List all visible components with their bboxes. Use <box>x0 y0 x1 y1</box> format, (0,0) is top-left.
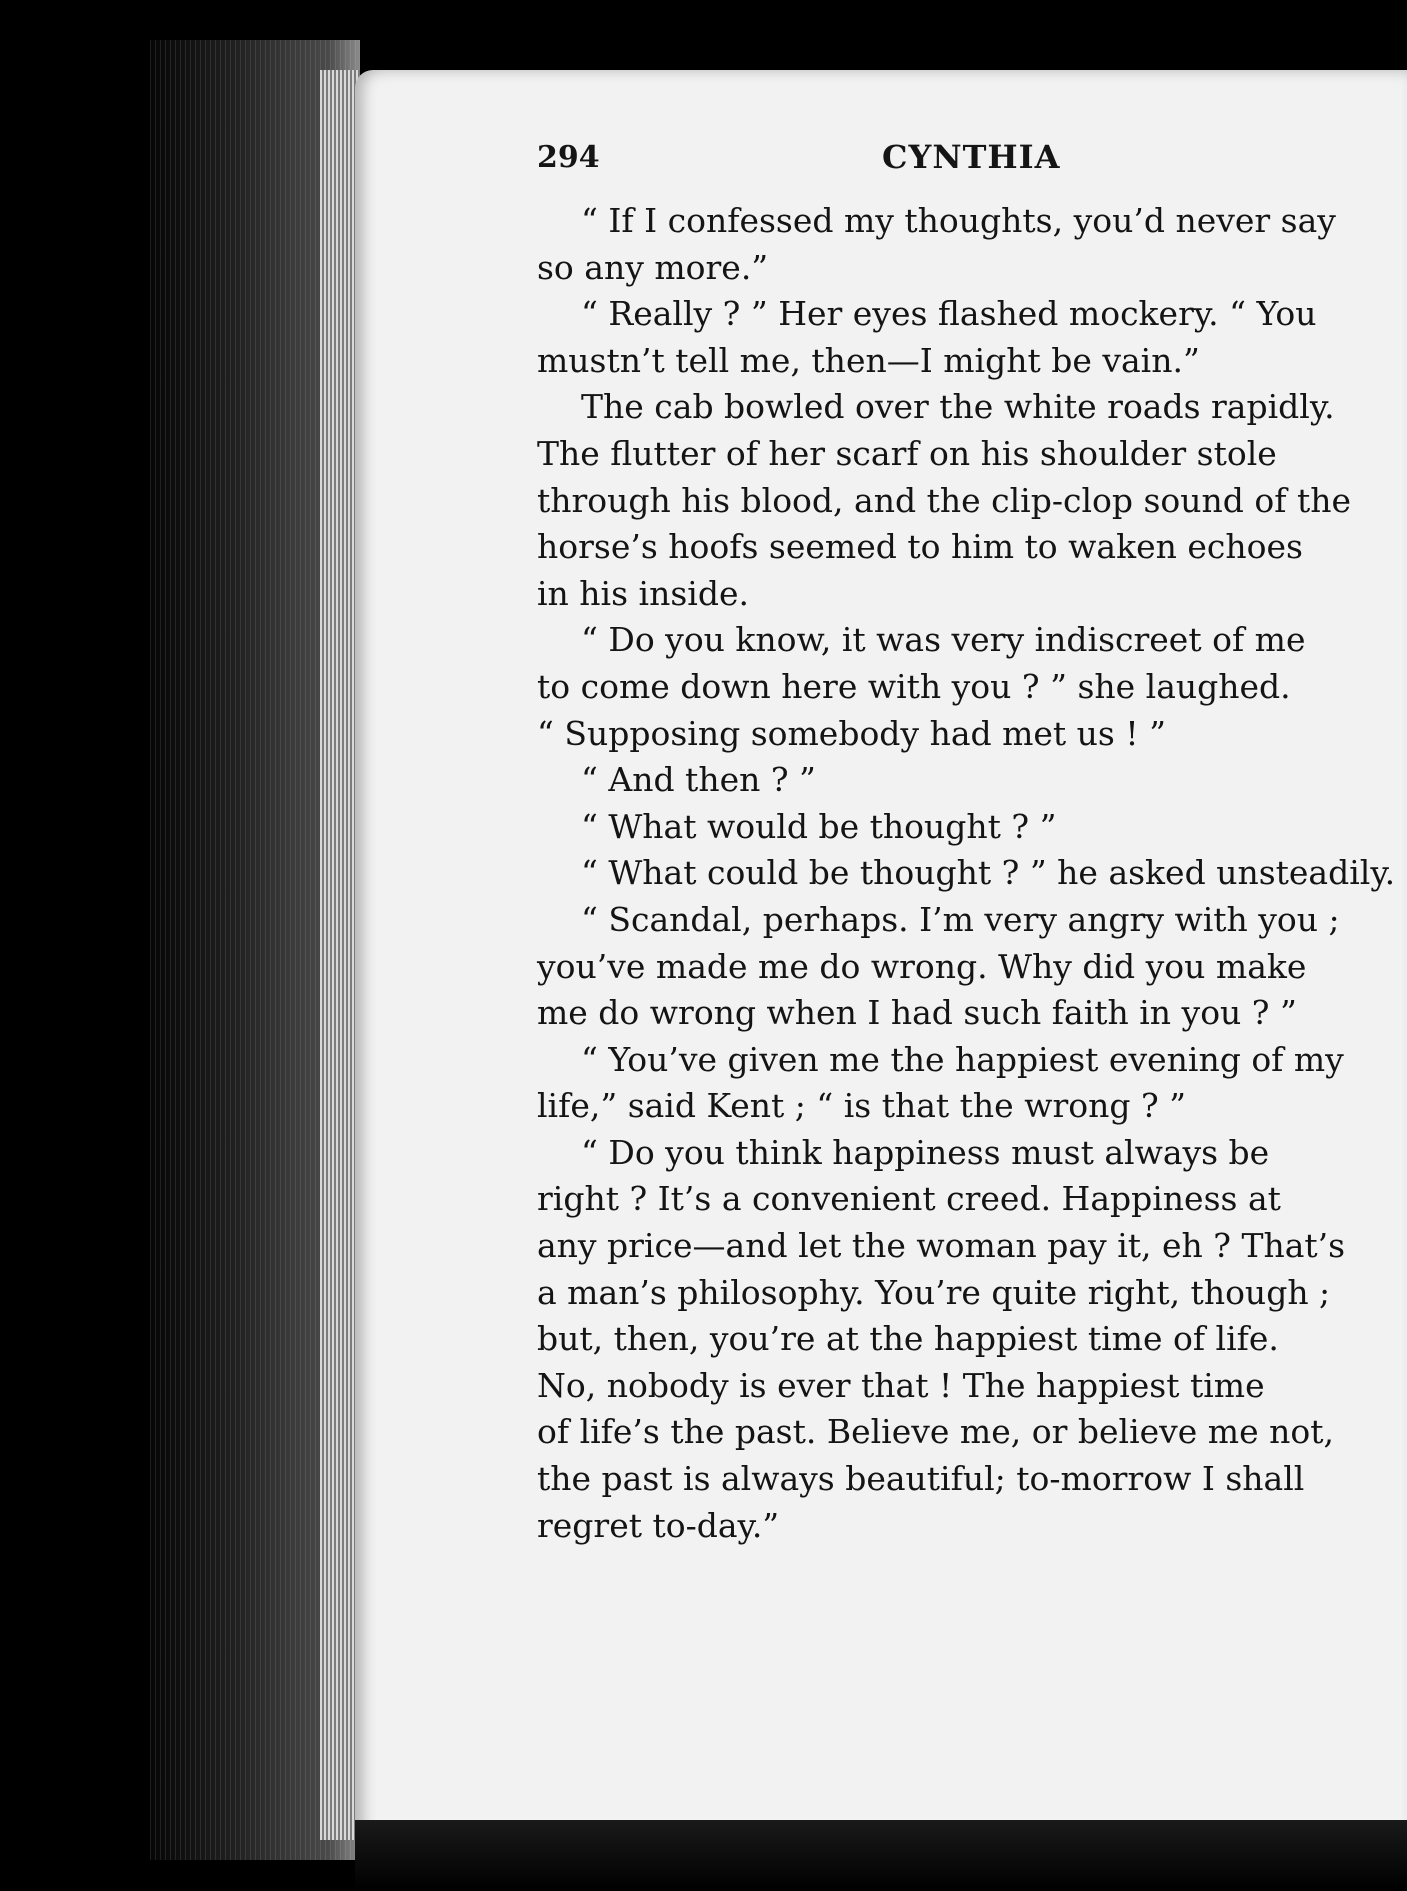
text-line: “ Scandal, perhaps. I’m very angry with you ; <box>581 899 1340 939</box>
page-number: 294 <box>537 140 600 175</box>
text-line: in his inside. <box>537 573 749 613</box>
text-line: to come down here with you ? ” she laughed. <box>537 666 1291 706</box>
text-line: but, then, you’re at the happiest time of life. <box>537 1319 1279 1359</box>
text-line: a man’s philosophy. You’re quite right, though ; <box>537 1272 1331 1312</box>
bottom-shadow <box>355 1820 1407 1891</box>
text-line: “ Do you know, it was very indiscreet of me <box>581 620 1306 660</box>
running-title: CYNTHIA <box>882 138 1061 176</box>
page-stack-edge <box>320 70 360 1840</box>
text-line: “ And then ? ” <box>581 760 816 800</box>
text-line: “ What would be thought ? ” <box>581 806 1057 846</box>
text-line: mustn’t tell me, then—I might be vain.” <box>537 340 1200 380</box>
text-line: “ If I confessed my thoughts, you’d never say <box>581 201 1336 240</box>
text-line: the past is always beautiful; to-morrow I shall <box>537 1459 1305 1499</box>
text-line: “ Do you think happiness must always be <box>581 1132 1270 1172</box>
text-line: “ Really ? ” Her eyes flashed mockery. “ You <box>581 294 1317 334</box>
text-line: through his blood, and the clip-clop sound of the <box>537 480 1352 520</box>
text-line: No, nobody is ever that ! The happiest time <box>537 1365 1265 1405</box>
text-line: right ? It’s a convenient creed. Happiness at <box>537 1179 1281 1219</box>
text-line: “ What could be thought ? ” he asked unsteadily. <box>581 853 1396 893</box>
body-text <box>537 198 1407 1549</box>
text-line: “ Supposing somebody had met us ! ” <box>537 713 1166 753</box>
text-line: any price—and let the woman pay it, eh ? That’s <box>537 1226 1346 1266</box>
text-line: “ You’ve given me the happiest evening of my <box>581 1039 1344 1079</box>
text-line: so any more.” <box>537 247 769 287</box>
text-line: horse’s hoofs seemed to him to waken echoes <box>537 527 1303 567</box>
text-line: life,” said Kent ; “ is that the wrong ? ” <box>537 1086 1187 1126</box>
text-line: regret to-day.” <box>537 1505 780 1545</box>
text-line: you’ve made me do wrong. Why did you make <box>537 946 1307 986</box>
text-line: me do wrong when I had such faith in you ? ” <box>537 993 1297 1033</box>
text-line: The flutter of her scarf on his shoulder stole <box>537 433 1277 473</box>
text-line: of life’s the past. Believe me, or believe me not, <box>537 1412 1334 1452</box>
page-header <box>537 140 1407 180</box>
text-line: The cab bowled over the white roads rapidly. <box>581 387 1335 427</box>
